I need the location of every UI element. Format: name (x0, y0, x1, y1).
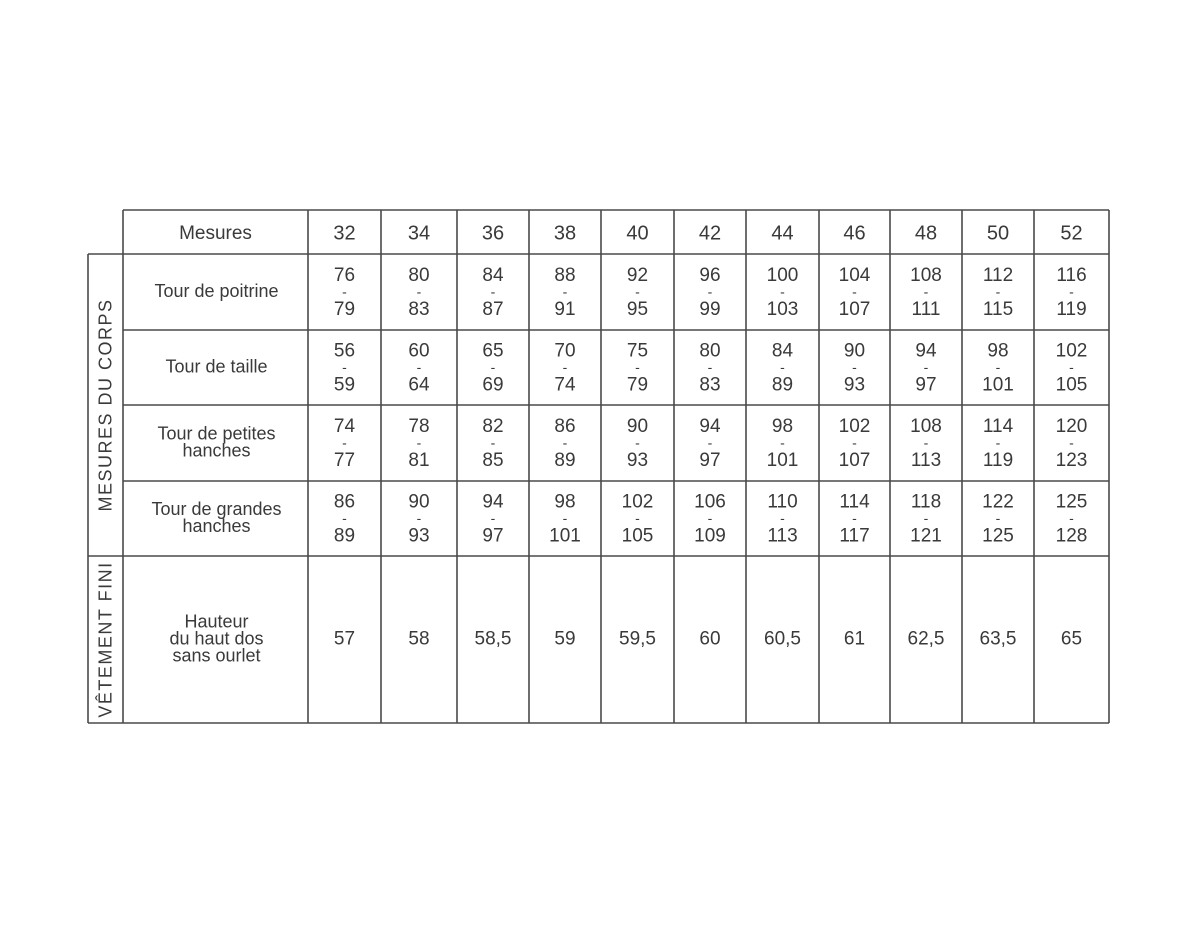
cell-min-value: 120 (1055, 416, 1088, 438)
cell-max-value: 117 (839, 525, 870, 547)
size-header-40: 40 (626, 222, 649, 245)
cell-max-value: 97 (482, 525, 504, 547)
cell-range-dash: - (852, 283, 857, 300)
row-label: hanches (182, 440, 251, 461)
cell-max-value: 77 (333, 450, 356, 472)
cell-min-value: 70 (554, 340, 576, 362)
cell-min-value: 125 (1055, 491, 1088, 513)
cell-range-dash: - (490, 359, 496, 376)
cell-max-value: 107 (838, 299, 871, 321)
cell-range-dash: - (852, 434, 857, 451)
cell-min-value: 112 (982, 265, 1014, 287)
size-header-42: 42 (698, 222, 722, 245)
cell-max-value: 101 (982, 374, 1014, 396)
cell-range-dash: - (416, 359, 422, 376)
cell-range-dash: - (707, 359, 713, 376)
cell-value: 57 (333, 628, 356, 650)
cell-range-dash: - (1069, 434, 1074, 451)
cell-max-value: 69 (482, 374, 504, 396)
cell-min-value: 88 (554, 265, 576, 287)
cell-min-value: 82 (482, 416, 504, 438)
cell-value: 62,5 (907, 628, 945, 650)
cell-range-dash: - (1069, 283, 1074, 300)
cell-range-dash: - (490, 434, 496, 451)
cell-range-dash: - (562, 359, 568, 376)
cell-value: 59,5 (619, 628, 656, 650)
cell-range-dash: - (562, 510, 568, 527)
cell-range-dash: - (780, 359, 785, 376)
cell-max-value: 93 (626, 450, 649, 472)
cell-max-value: 103 (766, 299, 799, 321)
group-label: VÊTEMENT FINI (95, 561, 116, 718)
cell-range-dash: - (416, 510, 422, 527)
row-label: Hauteur (184, 611, 249, 632)
cell-range-dash: - (995, 283, 1001, 300)
cell-value: 60 (699, 628, 721, 650)
cell-max-value: 107 (838, 450, 871, 472)
cell-range-dash: - (562, 283, 568, 300)
row-label: Tour de petites (157, 423, 276, 444)
cell-range-dash: - (923, 283, 929, 300)
cell-max-value: 95 (626, 299, 649, 321)
cell-min-value: 118 (910, 491, 942, 513)
cell-max-value: 109 (694, 525, 726, 547)
cell-range-dash: - (635, 283, 640, 300)
cell-range-dash: - (780, 283, 785, 300)
cell-range-dash: - (490, 283, 496, 300)
cell-range-dash: - (780, 434, 785, 451)
cell-max-value: 121 (910, 525, 942, 547)
cell-min-value: 98 (771, 416, 794, 438)
cell-range-dash: - (1069, 510, 1074, 527)
header-label: Mesures (179, 223, 252, 245)
cell-range-dash: - (342, 283, 347, 300)
cell-min-value: 80 (699, 340, 721, 362)
cell-max-value: 85 (482, 450, 504, 472)
cell-min-value: 108 (910, 416, 942, 438)
cell-max-value: 119 (982, 450, 1014, 472)
cell-range-dash: - (923, 359, 929, 376)
cell-max-value: 83 (408, 299, 430, 321)
cell-max-value: 79 (626, 374, 649, 396)
cell-max-value: 101 (549, 525, 581, 547)
cell-max-value: 119 (1056, 299, 1087, 321)
cell-range-dash: - (342, 510, 347, 527)
cell-value: 65 (1060, 628, 1083, 650)
size-header-46: 46 (843, 222, 866, 245)
cell-max-value: 113 (767, 525, 798, 547)
cell-range-dash: - (416, 434, 422, 451)
row-label: Tour de taille (165, 356, 268, 377)
size-header-36: 36 (481, 222, 505, 245)
cell-min-value: 94 (699, 416, 721, 438)
cell-max-value: 83 (699, 374, 721, 396)
cell-min-value: 92 (626, 265, 649, 287)
cell-min-value: 116 (1056, 265, 1087, 287)
size-header-34: 34 (407, 222, 431, 245)
cell-range-dash: - (635, 510, 640, 527)
cell-min-value: 84 (482, 265, 504, 287)
cell-max-value: 59 (333, 374, 356, 396)
cell-min-value: 90 (843, 340, 866, 362)
cell-range-dash: - (416, 283, 422, 300)
cell-range-dash: - (1069, 359, 1074, 376)
cell-min-value: 80 (408, 265, 430, 287)
cell-min-value: 110 (767, 491, 798, 513)
cell-min-value: 86 (554, 416, 576, 438)
cell-value: 61 (843, 628, 866, 650)
cell-max-value: 125 (982, 525, 1014, 547)
cell-max-value: 89 (333, 525, 356, 547)
cell-min-value: 86 (333, 491, 356, 513)
cell-max-value: 81 (408, 450, 430, 472)
cell-max-value: 64 (408, 374, 430, 396)
cell-max-value: 111 (911, 299, 941, 321)
cell-range-dash: - (342, 359, 347, 376)
cell-max-value: 105 (1055, 374, 1088, 396)
cell-min-value: 94 (915, 340, 937, 362)
cell-range-dash: - (635, 434, 640, 451)
cell-max-value: 91 (554, 299, 576, 321)
size-header-50: 50 (986, 222, 1010, 245)
cell-range-dash: - (852, 359, 857, 376)
cell-max-value: 101 (766, 450, 799, 472)
cell-range-dash: - (342, 434, 347, 451)
cell-value: 63,5 (979, 628, 1017, 650)
cell-min-value: 60 (408, 340, 430, 362)
cell-max-value: 123 (1055, 450, 1088, 472)
cell-min-value: 102 (621, 491, 654, 513)
cell-range-dash: - (707, 434, 713, 451)
cell-min-value: 74 (333, 416, 356, 438)
cell-max-value: 113 (910, 450, 942, 472)
cell-range-dash: - (852, 510, 857, 527)
cell-min-value: 76 (333, 265, 356, 287)
cell-max-value: 115 (982, 299, 1014, 321)
cell-range-dash: - (707, 283, 713, 300)
size-header-32: 32 (333, 222, 356, 245)
cell-min-value: 84 (771, 340, 794, 362)
cell-value: 60,5 (764, 628, 801, 650)
size-header-48: 48 (914, 222, 938, 245)
cell-range-dash: - (490, 510, 496, 527)
cell-max-value: 105 (621, 525, 654, 547)
cell-min-value: 102 (1055, 340, 1088, 362)
cell-min-value: 98 (987, 340, 1009, 362)
cell-max-value: 89 (554, 450, 576, 472)
cell-range-dash: - (562, 434, 568, 451)
row-label: du haut dos (169, 628, 264, 649)
cell-range-dash: - (923, 510, 929, 527)
cell-min-value: 90 (626, 416, 649, 438)
cell-min-value: 114 (839, 491, 870, 513)
cell-value: 58 (408, 628, 430, 650)
cell-min-value: 90 (408, 491, 430, 513)
cell-max-value: 79 (333, 299, 356, 321)
size-header-52: 52 (1060, 222, 1083, 245)
cell-min-value: 102 (838, 416, 871, 438)
group-label: MESURES DU CORPS (95, 298, 116, 512)
cell-min-value: 98 (554, 491, 576, 513)
cell-range-dash: - (780, 510, 785, 527)
cell-max-value: 89 (771, 374, 794, 396)
cell-min-value: 106 (694, 491, 726, 513)
cell-min-value: 65 (482, 340, 504, 362)
row-label: sans ourlet (172, 645, 261, 666)
size-header-44: 44 (771, 222, 794, 245)
cell-min-value: 94 (482, 491, 504, 513)
cell-max-value: 93 (843, 374, 866, 396)
row-label: Tour de grandes (151, 498, 282, 519)
cell-max-value: 97 (915, 374, 937, 396)
cell-min-value: 96 (699, 265, 721, 287)
cell-min-value: 75 (626, 340, 649, 362)
cell-min-value: 56 (333, 340, 356, 362)
cell-max-value: 97 (699, 450, 721, 472)
size-header-38: 38 (553, 222, 577, 245)
cell-value: 59 (554, 628, 576, 650)
cell-min-value: 108 (910, 265, 942, 287)
cell-max-value: 99 (699, 299, 721, 321)
cell-range-dash: - (995, 434, 1001, 451)
cell-range-dash: - (635, 359, 640, 376)
cell-range-dash: - (923, 434, 929, 451)
row-label: hanches (182, 515, 251, 536)
cell-value: 58,5 (474, 628, 512, 650)
cell-range-dash: - (995, 510, 1001, 527)
cell-max-value: 74 (554, 374, 576, 396)
row-label: Tour de poitrine (154, 280, 279, 301)
cell-min-value: 122 (982, 491, 1014, 513)
cell-max-value: 93 (408, 525, 430, 547)
cell-range-dash: - (707, 510, 713, 527)
cell-min-value: 100 (766, 265, 799, 287)
cell-range-dash: - (995, 359, 1001, 376)
cell-max-value: 128 (1055, 525, 1088, 547)
cell-min-value: 78 (408, 416, 430, 438)
cell-min-value: 104 (838, 265, 871, 287)
cell-max-value: 87 (482, 299, 504, 321)
cell-min-value: 114 (982, 416, 1014, 438)
